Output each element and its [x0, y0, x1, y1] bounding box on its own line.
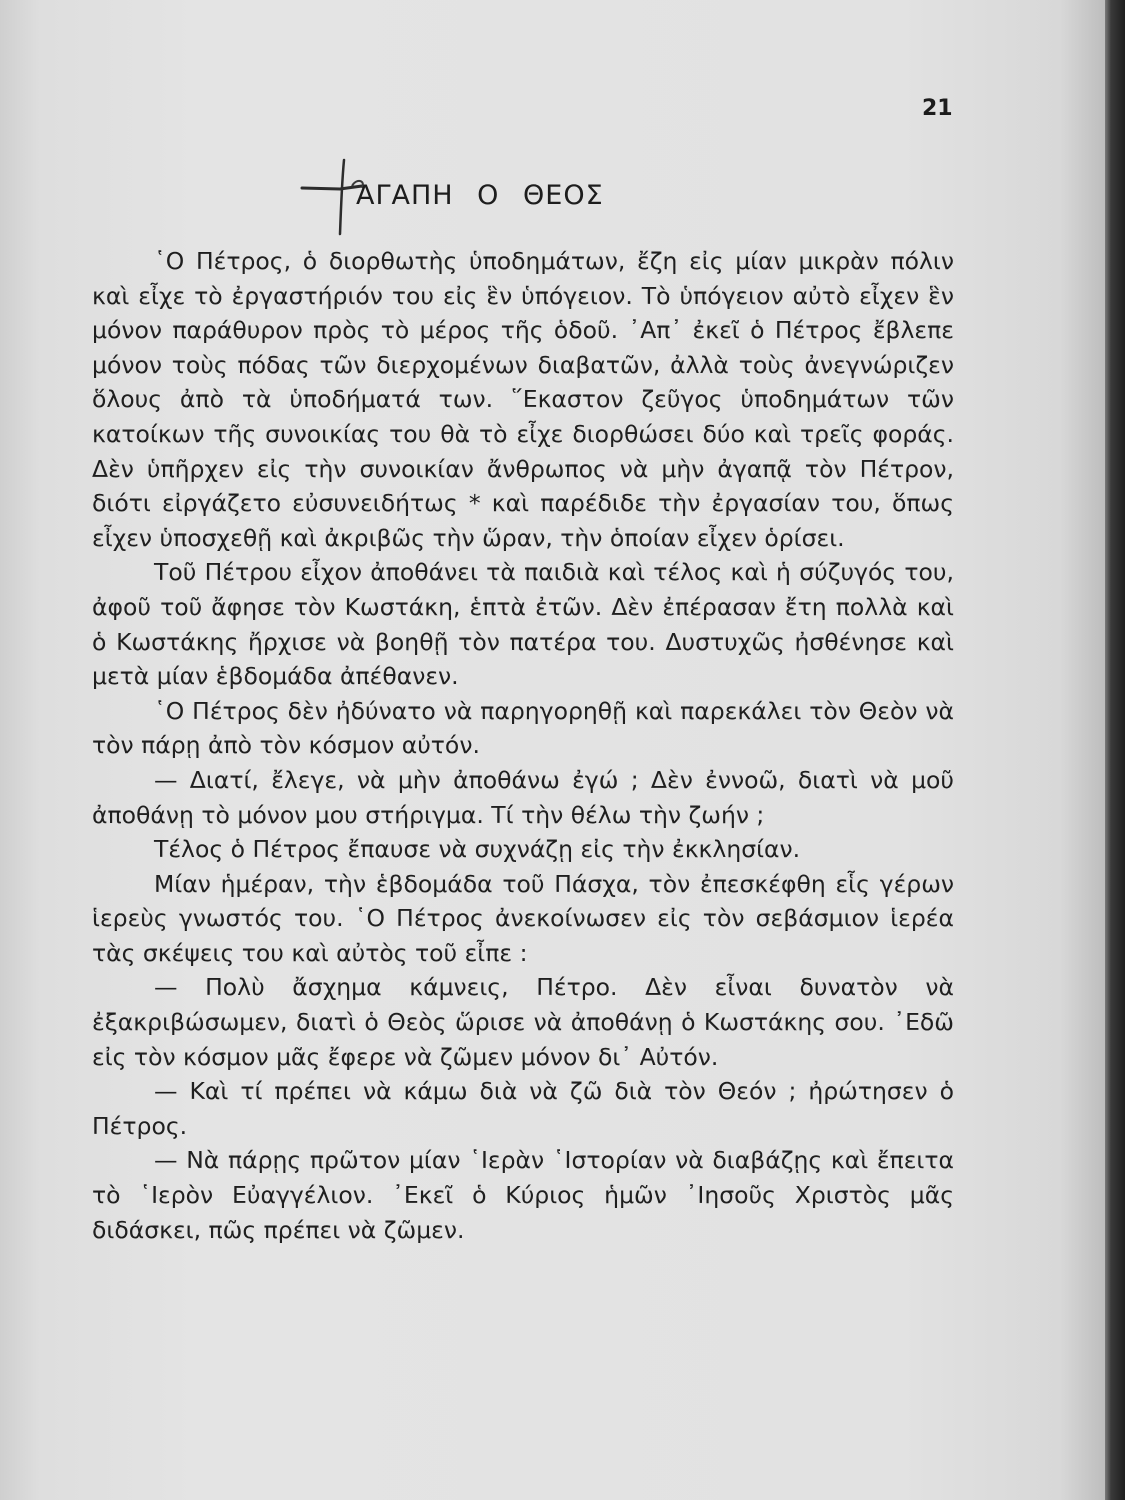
- paragraph: Τοῦ Πέτρου εἶχον ἀποθάνει τὰ παιδιὰ καὶ τέλος καὶ ἡ σύζυγός του, ἀφοῦ τοῦ ἄφησε τὸν Κωστάκη, ἑπτὰ ἐτῶν. Δὲν ἐπέρασαν ἔτη πολλὰ καὶ ὁ Κωστάκης ἤρχισε νὰ βοηθῇ τὸν πατέρα του. Δυστυχῶς ἠσθένησε καὶ μετὰ μίαν ἑβδομάδα ἀπέθανεν.: [92, 558, 954, 691]
- page-number: 21: [922, 96, 953, 121]
- body-text: [92, 244, 954, 1247]
- paragraph: ῾Ο Πέτρος, ὁ διορθωτὴς ὑποδημάτων, ἔζη εἰς μίαν μικρὰν πόλιν καὶ εἶχε τὸ ἐργαστήριόν του εἰς ἓν ὑπόγειον. Τὸ ὑπόγειον αὐτὸ εἶχεν ἓν μόνον παράθυρον πρὸς τὸ μέρος τῆς ὁδοῦ. ᾿Απ᾿ ἐκεῖ ὁ Πέτρος ἔβλεπε μόνον τοὺς πόδας τῶν διερχομένων διαβατῶν, ἀλλὰ τοὺς ἀνεγνώριζεν ὅλους ἀπὸ τὰ ὑποδήματά των. ῞Εκαστον ζεῦγος ὑποδημάτων τῶν κατοίκων τῆς συνοικίας του θὰ τὸ εἶχε διορθώσει δύο καὶ τρεῖς φοράς. Δὲν ὑπῆρχεν εἰς τὴν συνοικίαν ἄνθρωπος νὰ μὴν ἀγαπᾷ τὸν Πέτρον, διότι εἰργάζετο εὐσυνειδήτως * καὶ παρέδιδε τὴν ἐργασίαν του, ὅπως εἶχεν ὑποσχεθῇ καὶ ἀκριβῶς τὴν ὥραν, τὴν ὁποίαν εἶχεν ὁρίσει.: [92, 247, 954, 552]
- paragraph: — Νὰ πάρῃς πρῶτον μίαν ῾Ιερὰν ῾Ιστορίαν νὰ διαβάζῃς καὶ ἔπειτα τὸ ῾Ιερὸν Εὐαγγέλιον. ᾿Εκεῖ ὁ Κύριος ἡμῶν ᾿Ιησοῦς Χριστὸς μᾶς διδάσκει, πῶς πρέπει νὰ ζῶμεν.: [92, 1146, 954, 1244]
- chapter-title: ΑΓΑΠΗ Ο ΘΕΟΣ: [356, 180, 604, 211]
- paragraph: Τέλος ὁ Πέτρος ἔπαυσε νὰ συχνάζῃ εἰς τὴν ἐκκλησίαν.: [154, 835, 801, 864]
- paragraph: — Διατί, ἔλεγε, νὰ μὴν ἀποθάνω ἐγώ ; Δὲν ἐννοῶ, διατὶ νὰ μοῦ ἀποθάνῃ τὸ μόνον μου στήριγμα. Τί τὴν θέλω τὴν ζωήν ;: [92, 765, 954, 829]
- book-edge-shadow: [1105, 0, 1125, 1500]
- paragraph: — Καὶ τί πρέπει νὰ κάμω διὰ νὰ ζῶ διὰ τὸν Θεόν ; ἠρώτησεν ὁ Πέτρος.: [92, 1077, 954, 1140]
- paragraph: ῾Ο Πέτρος δὲν ἠδύνατο νὰ παρηγορηθῇ καὶ παρεκάλει τὸν Θεὸν νὰ τὸν πάρῃ ἀπὸ τὸν κόσμον αὐτόν.: [92, 696, 954, 760]
- paragraph: — Πολὺ ἄσχημα κάμνεις, Πέτρο. Δὲν εἶναι δυνατὸν νὰ ἐξακριβώσωμεν, διατὶ ὁ Θεὸς ὥρισε νὰ ἀποθάνῃ ὁ Κωστάκης σου. ᾿Εδῶ εἰς τὸν κόσμον μᾶς ἔφερε νὰ ζῶμεν μόνον δι᾿ Αὐτόν.: [92, 973, 954, 1071]
- paragraph: Μίαν ἡμέραν, τὴν ἑβδομάδα τοῦ Πάσχα, τὸν ἐπεσκέφθη εἷς γέρων ἱερεὺς γνωστός του. ῾Ο Πέτρος ἀνεκοίνωσεν εἰς τὸν σεβάσμιον ἱερέα τὰς σκέψεις του καὶ αὐτὸς τοῦ εἶπε :: [92, 869, 954, 967]
